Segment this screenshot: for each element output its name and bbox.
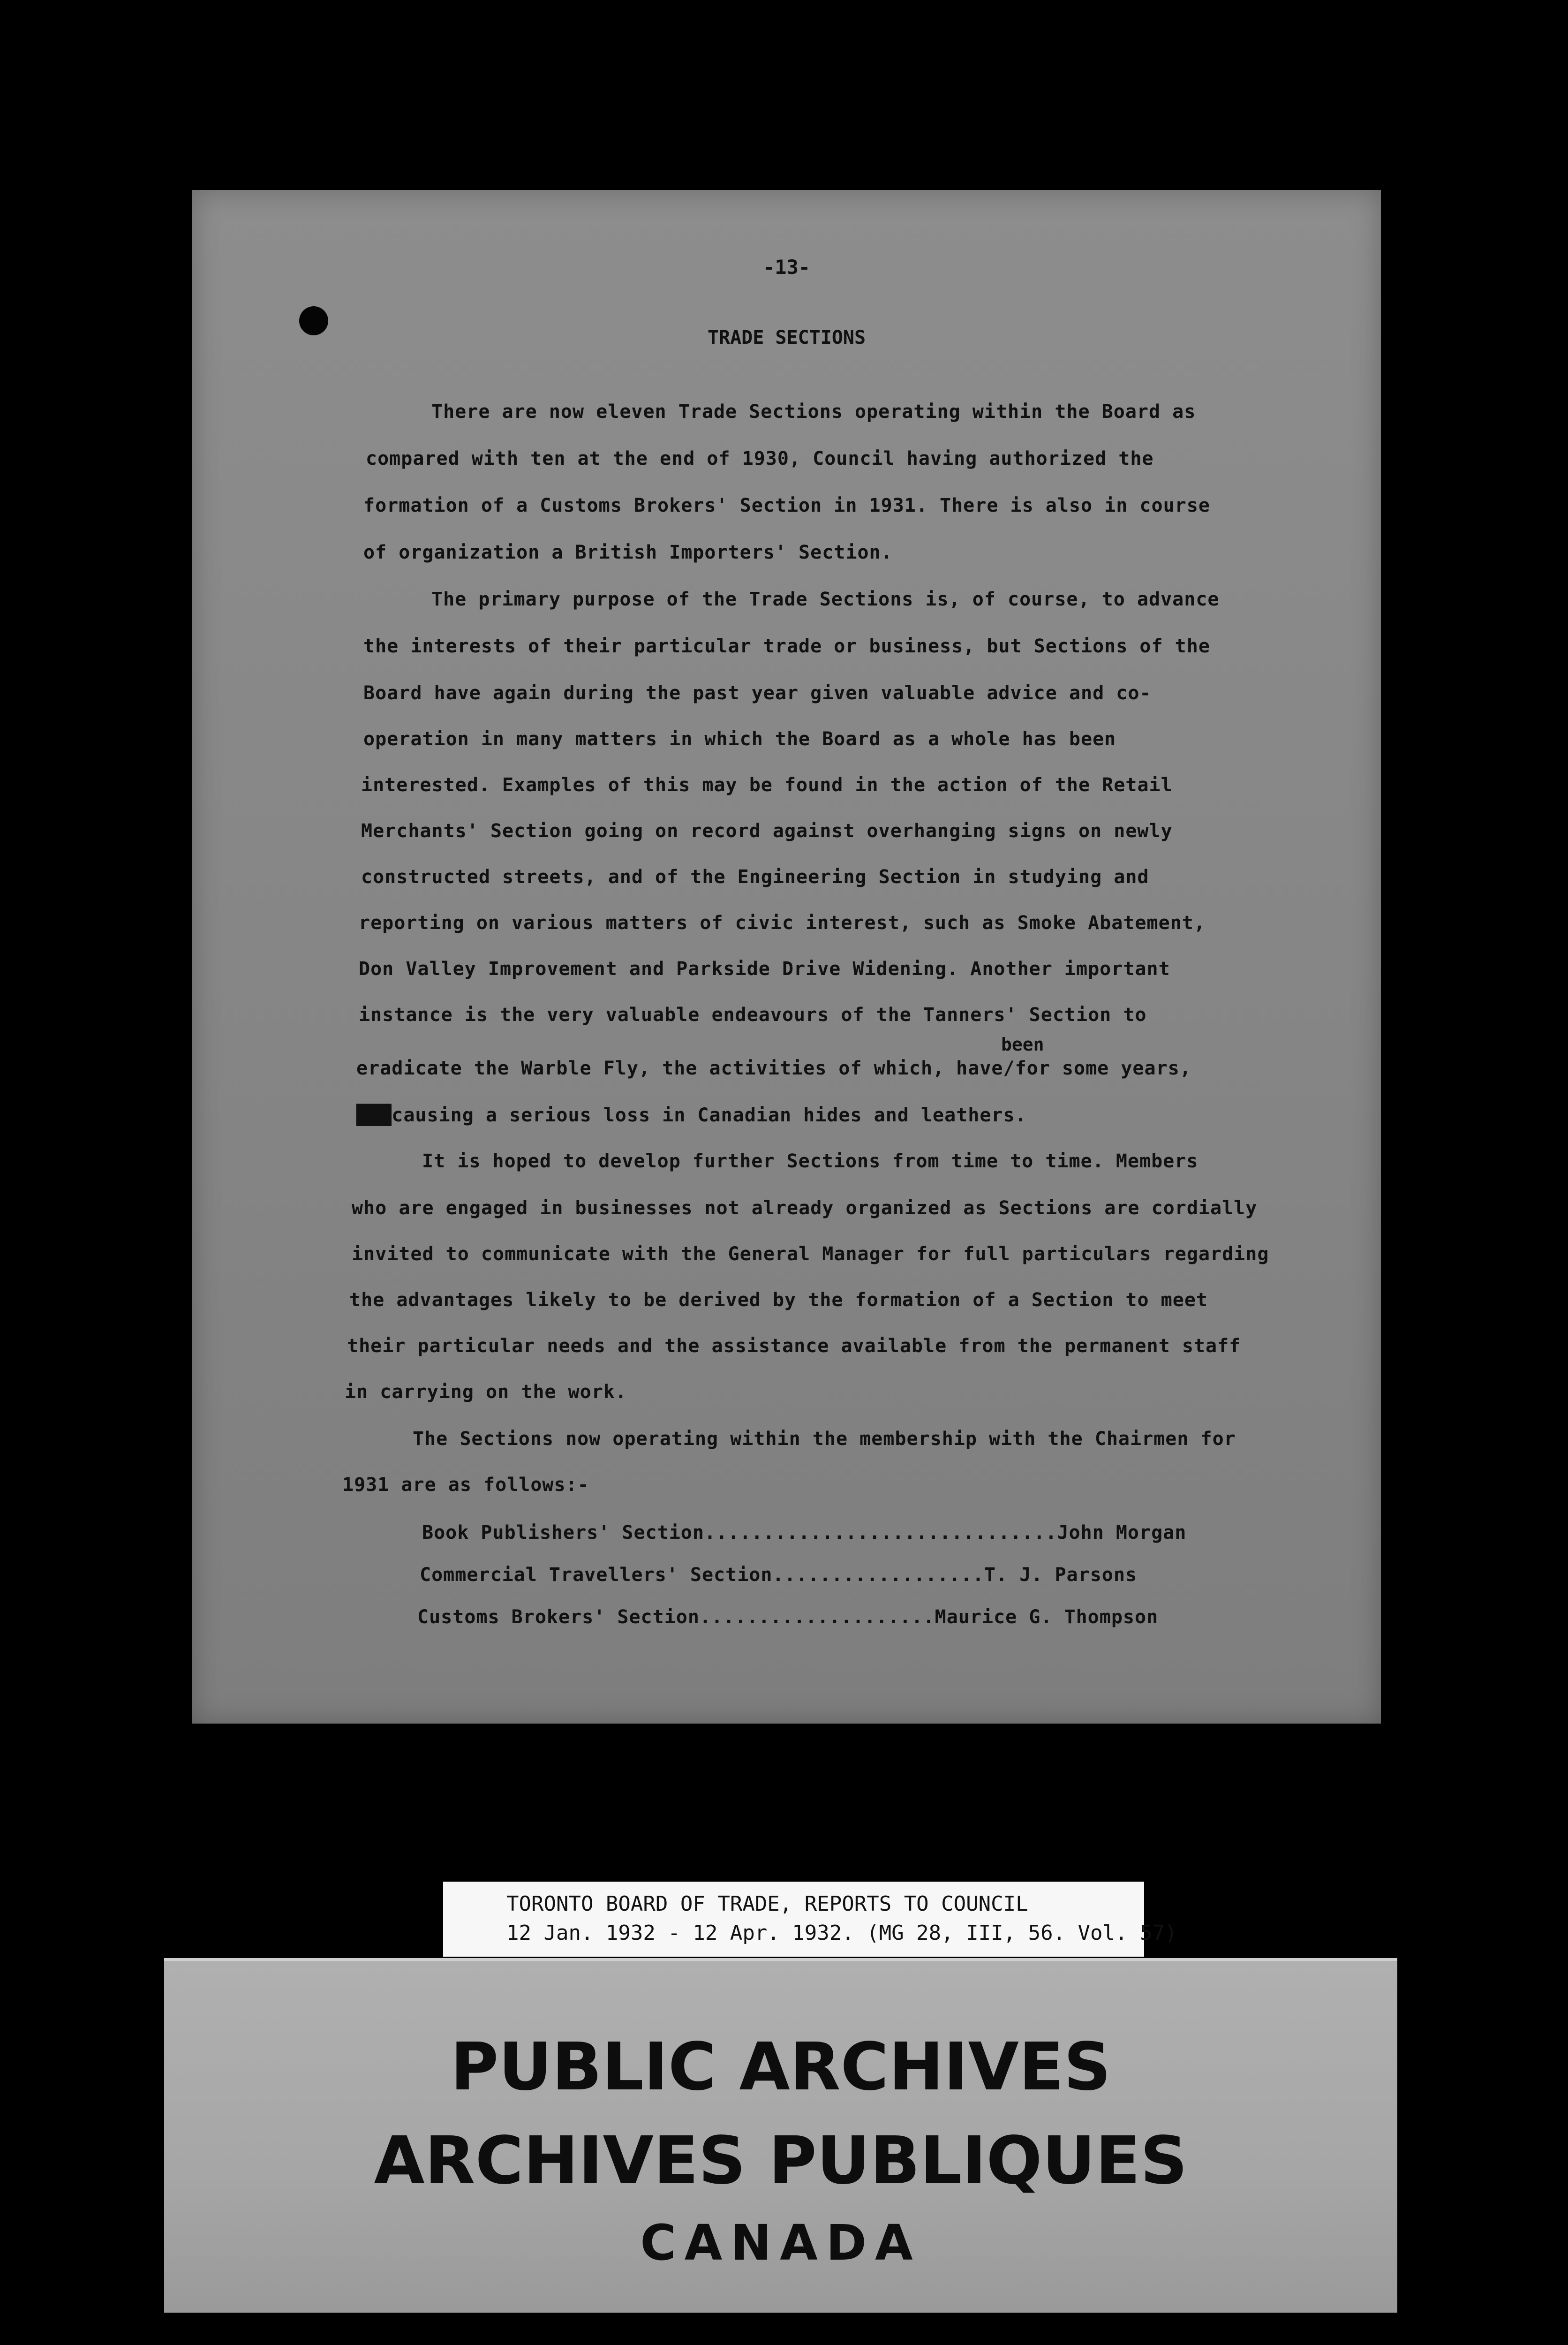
p3-line-6: in carrying on the work. — [345, 1381, 627, 1403]
handwritten-insertion: been — [1001, 1034, 1044, 1055]
p3-line-3: invited to communicate with the General Manager for full particulars regarding — [352, 1243, 1269, 1265]
p3-line-2: who are engaged in businesses not already organized as Sections are cordially — [352, 1197, 1258, 1219]
p2-line-10: instance is the very valuable endeavours of the Tanners' Section to — [359, 1004, 1147, 1026]
p2-line-6: Merchants' Section going on record against overhanging signs on newly — [361, 820, 1173, 842]
p2-line-2: the interests of their particular trade or business, but Sections of the — [363, 635, 1210, 657]
section-chairman: John Morgan — [1057, 1522, 1187, 1543]
p3-line-5: their particular needs and the assistance available from the permanent staff — [347, 1335, 1241, 1357]
p3-line-4: the advantages likely to be derived by the formation of a Section to meet — [349, 1289, 1208, 1311]
section-name: Book Publishers' Section — [422, 1522, 704, 1543]
p2-line-11: eradicate the Warble Fly, the activities of which, have/for some years, — [356, 1058, 1191, 1079]
banner-line-1: PUBLIC ARCHIVES — [450, 2029, 1111, 2105]
p1-line-1: There are now eleven Trade Sections operating within the Board as — [431, 401, 1196, 423]
page-number: -13- — [762, 256, 811, 279]
p2-line-4: operation in many matters in which the Board as a whole has been — [363, 728, 1116, 750]
section-chairman: T. J. Parsons — [984, 1564, 1138, 1586]
document-page — [192, 190, 1381, 1724]
section-entry-3: Customs Brokers' Section....................Maurice G. Thompson — [417, 1606, 1159, 1628]
caption-line-2: 12 Jan. 1932 - 12 Apr. 1932. (MG 28, III, 56. Vol. 57) — [506, 1921, 1177, 1945]
caption-line-1: TORONTO BOARD OF TRADE, REPORTS TO COUNCIL — [506, 1892, 1028, 1916]
p2-line-1: The primary purpose of the Trade Sections is, of course, to advance — [431, 589, 1220, 610]
section-name: Commercial Travellers' Section — [420, 1564, 773, 1586]
p2-line-3: Board have again during the past year given valuable advice and co- — [363, 682, 1152, 704]
p2-line-12: ███causing a serious loss in Canadian hides and leathers. — [356, 1104, 1027, 1126]
p1-line-2: compared with ten at the end of 1930, Council having authorized the — [366, 448, 1154, 469]
p3-line-1: It is hoped to develop further Sections from time to time. Members — [422, 1150, 1199, 1172]
p1-line-4: of organization a British Importers' Section. — [363, 542, 893, 563]
p1-line-3: formation of a Customs Brokers' Section in 1931. There is also in course — [363, 495, 1210, 516]
section-entry-2: Commercial Travellers' Section..................T. J. Parsons — [420, 1564, 1138, 1586]
banner-line-2: ARCHIVES PUBLIQUES — [374, 2123, 1188, 2199]
p2-line-5: interested. Examples of this may be found in the action of the Retail — [361, 774, 1173, 796]
section-chairman: Maurice G. Thompson — [935, 1606, 1159, 1628]
archives-banner — [164, 1958, 1397, 2313]
section-name: Customs Brokers' Section — [417, 1606, 700, 1628]
p2-line-9: Don Valley Improvement and Parkside Drive Widening. Another important — [359, 958, 1170, 980]
p2-line-7: constructed streets, and of the Engineering Section in studying and — [361, 866, 1149, 888]
p4-line-1: The Sections now operating within the membership with the Chairmen for — [413, 1428, 1236, 1450]
p4-line-2: 1931 are as follows:- — [342, 1474, 589, 1496]
archival-caption-card — [443, 1882, 1177, 1957]
section-entry-1: Book Publishers' Section..............................John Morgan — [422, 1522, 1187, 1543]
p2-line-8: reporting on various matters of civic interest, such as Smoke Abatement, — [359, 912, 1206, 934]
banner-line-3: CANADA — [640, 2214, 921, 2271]
struck-out-word: ███ — [356, 1104, 392, 1126]
section-title: TRADE SECTIONS — [707, 327, 866, 348]
